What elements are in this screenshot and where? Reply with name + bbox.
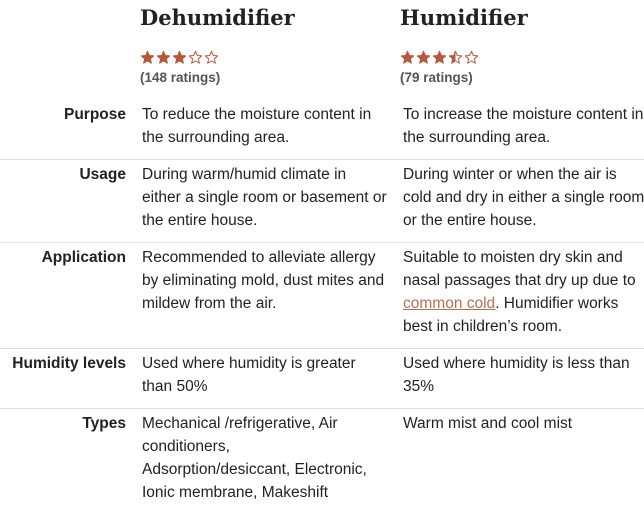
- product-header: [0, 0, 644, 100]
- star-half-icon: [448, 50, 463, 65]
- comparison-table: [0, 100, 644, 514]
- table-row: [0, 409, 644, 515]
- application-text-before: Suitable to moisten dry skin and nasal passages that dry up due to: [403, 249, 636, 289]
- row-label-usage: Usage: [79, 166, 126, 183]
- star-full-icon: [416, 50, 431, 65]
- row-label-application: Application: [41, 249, 126, 266]
- dehumidifier-purpose: To reduce the moisture content in the surrounding area.: [142, 106, 372, 146]
- table-row: [0, 243, 644, 349]
- star-full-icon: [400, 50, 415, 65]
- dehumidifier-application: Recommended to alleviate allergy by eliminating mold, dust mites and mildew from the air.: [142, 249, 385, 312]
- star-empty-icon: [464, 50, 479, 65]
- product-dehumidifier: [140, 4, 295, 85]
- row-label-purpose: Purpose: [63, 106, 126, 123]
- humidifier-purpose: To increase the moisture content in the surrounding area.: [403, 106, 644, 146]
- humidifier-humidity-levels: Used where humidity is less than 35%: [403, 355, 630, 395]
- table-row: [0, 349, 644, 409]
- common-cold-link[interactable]: common cold: [403, 295, 496, 312]
- ratings-count: (79 ratings): [400, 70, 473, 85]
- humidifier-types: Warm mist and cool mist: [403, 415, 573, 432]
- star-full-icon: [156, 50, 171, 65]
- star-empty-icon: [204, 50, 219, 65]
- star-rating: [400, 48, 528, 66]
- application-text-after: . Humidifier works best in children’s room.: [403, 295, 619, 335]
- star-full-icon: [140, 50, 155, 65]
- ratings-count: (148 ratings): [140, 70, 221, 85]
- dehumidifier-humidity-levels: Used where humidity is greater than 50%: [142, 355, 356, 395]
- humidifier-application: [402, 243, 644, 349]
- row-label-humidity-levels: Humidity levels: [12, 355, 126, 372]
- star-full-icon: [432, 50, 447, 65]
- types-line: Adsorption/desiccant, Electronic, Ionic membrane, Makeshift: [142, 461, 367, 501]
- product-humidifier: [400, 4, 528, 85]
- dehumidifier-types: [141, 409, 402, 515]
- types-line: Mechanical /refrigerative, Air conditioners,: [142, 415, 338, 455]
- table-row: [0, 160, 644, 243]
- product-name: Dehumidifier: [140, 5, 295, 30]
- star-empty-icon: [188, 50, 203, 65]
- star-rating: [140, 48, 295, 66]
- row-label-types: Types: [82, 415, 126, 432]
- table-row: [0, 100, 644, 160]
- dehumidifier-usage: During warm/humid climate in either a single room or basement or the entire house.: [142, 166, 387, 229]
- product-name: Humidifier: [400, 5, 528, 30]
- humidifier-usage: During winter or when the air is cold and dry in either a single room or the entire house.: [403, 166, 644, 229]
- star-full-icon: [172, 50, 187, 65]
